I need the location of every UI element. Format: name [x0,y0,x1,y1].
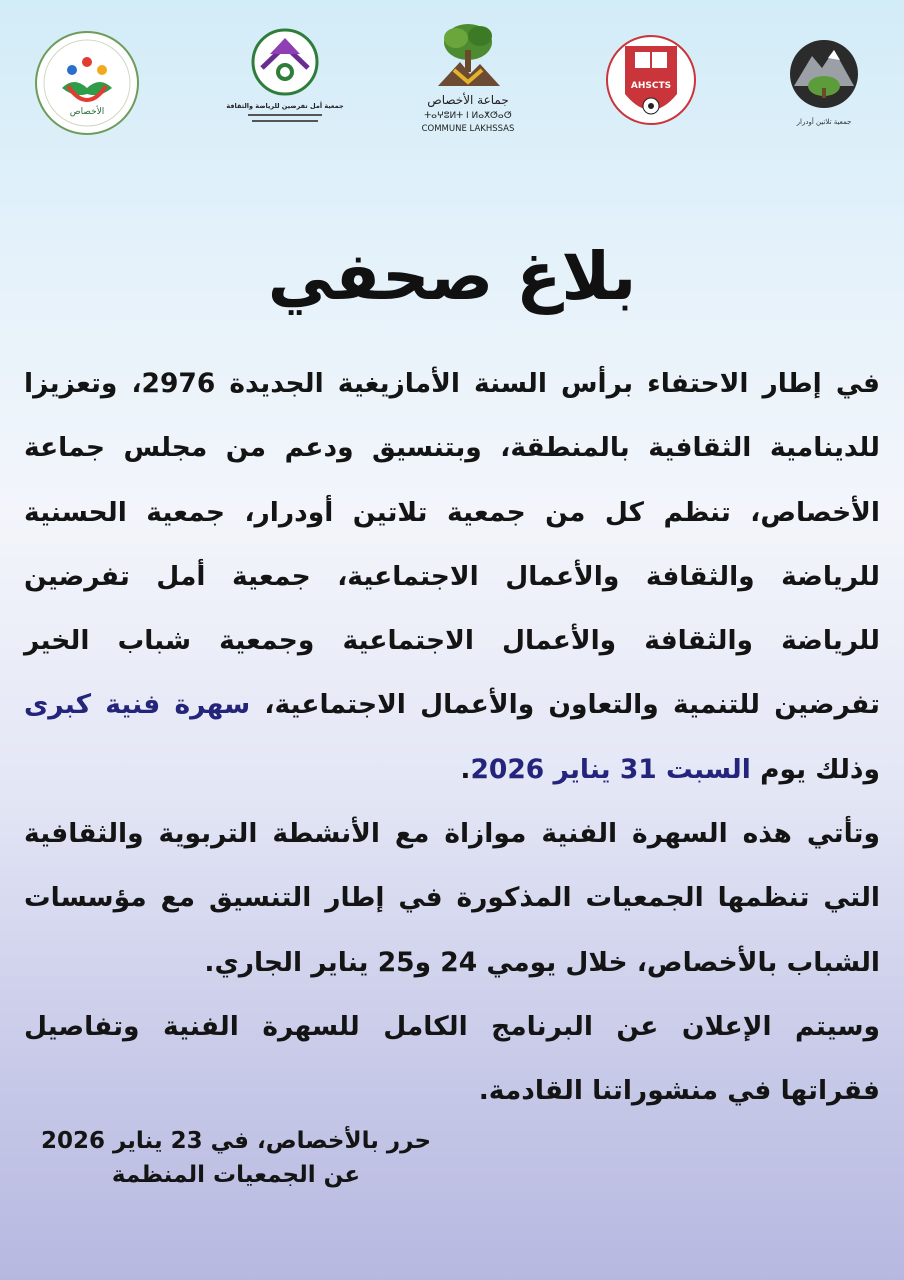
paragraph-3 [24,995,880,1124]
p3-line-2: فقراتها في منشوراتنا القادمة. [478,1075,880,1107]
p2-line-2: والثقافية التي تنظمها الجمعيات المذكورة في إطار التنسيق مع [24,818,880,914]
association-lakhssas-logo [32,28,142,138]
logo3-caption-tifinagh: ⵜⴰⵖⵓⵍⵜ ⵏ ⵍⴰⵅⵚⴰⵚ [424,111,512,121]
p2-line-3: مؤسسات الشباب بالأخصاص، خلال يومي 24 و25 يناير الجاري. [24,882,880,978]
p2-line-1: وتأتي هذه السهرة الفنية موازاة مع الأنشطة التربوية [158,818,880,850]
p1-line-1: في إطار الاحتفاء برأس السنة الأمازيغية الجديدة 2976، وتعزيزا [24,368,880,399]
p1-line-2: للدينامية الثقافية بالمنطقة، وبتنسيق ودعم من مجلس جماعة [24,432,880,464]
p1-line-4: للرياضة والثقافة والأعمال الاجتماعية، جمعية أمل تفرضين [24,560,880,592]
logo4-emblem: AHSCTS [630,81,672,91]
page-title: بلاغ صحفي [267,238,637,315]
signature-line-1: حرر بالأخصاص، في 23 يناير 2026 [40,1128,432,1154]
association-tlatin-oudrar-logo [778,28,870,138]
p3-line-1: وسيتم الإعلان عن البرنامج الكامل للسهرة الفنية وتفاصيل [24,1010,880,1042]
event-date-highlight: السبت 31 يناير 2026 [470,753,751,785]
paragraph-1 [24,352,880,802]
p1-line-7-prefix: وذلك يوم [750,753,880,785]
association-hassania-logo [605,24,697,136]
signature-block [26,1124,446,1192]
logo1-caption: الأخصاص [69,107,105,117]
commune-lakhssas-logo [418,20,518,138]
p1-line-3: الأخصاص، تنظم كل من جمعية تلاتين أودرار، جمعية الحسنية [24,496,880,528]
event-name-highlight: سهرة فنية كبرى [24,689,251,721]
logo3-caption-fr: COMMUNE LAKHSSAS [421,124,515,134]
signature-line-2: عن الجمعيات المنظمة [111,1162,361,1188]
logo3-caption-ar: جماعة الأخصاص [427,93,509,107]
p1-line-5: للرياضة والثقافة والأعمال الاجتماعية وجمعية شباب الخير [24,625,880,657]
p1-line-6-prefix: تفرضين للتنمية والتعاون والأعمال الاجتماعية، [250,689,880,721]
paragraph-2 [24,802,880,995]
logo5-caption: جمعية تلاتين أودرار [796,118,852,126]
logos-bar [0,20,904,140]
association-amal-tafraoute-logo [226,24,344,134]
logo2-caption: جمعية أمل تفرضين للرياضة والثقافة [226,102,344,110]
p1-line-7-suffix: . [460,753,471,785]
press-release-body [24,352,880,1124]
